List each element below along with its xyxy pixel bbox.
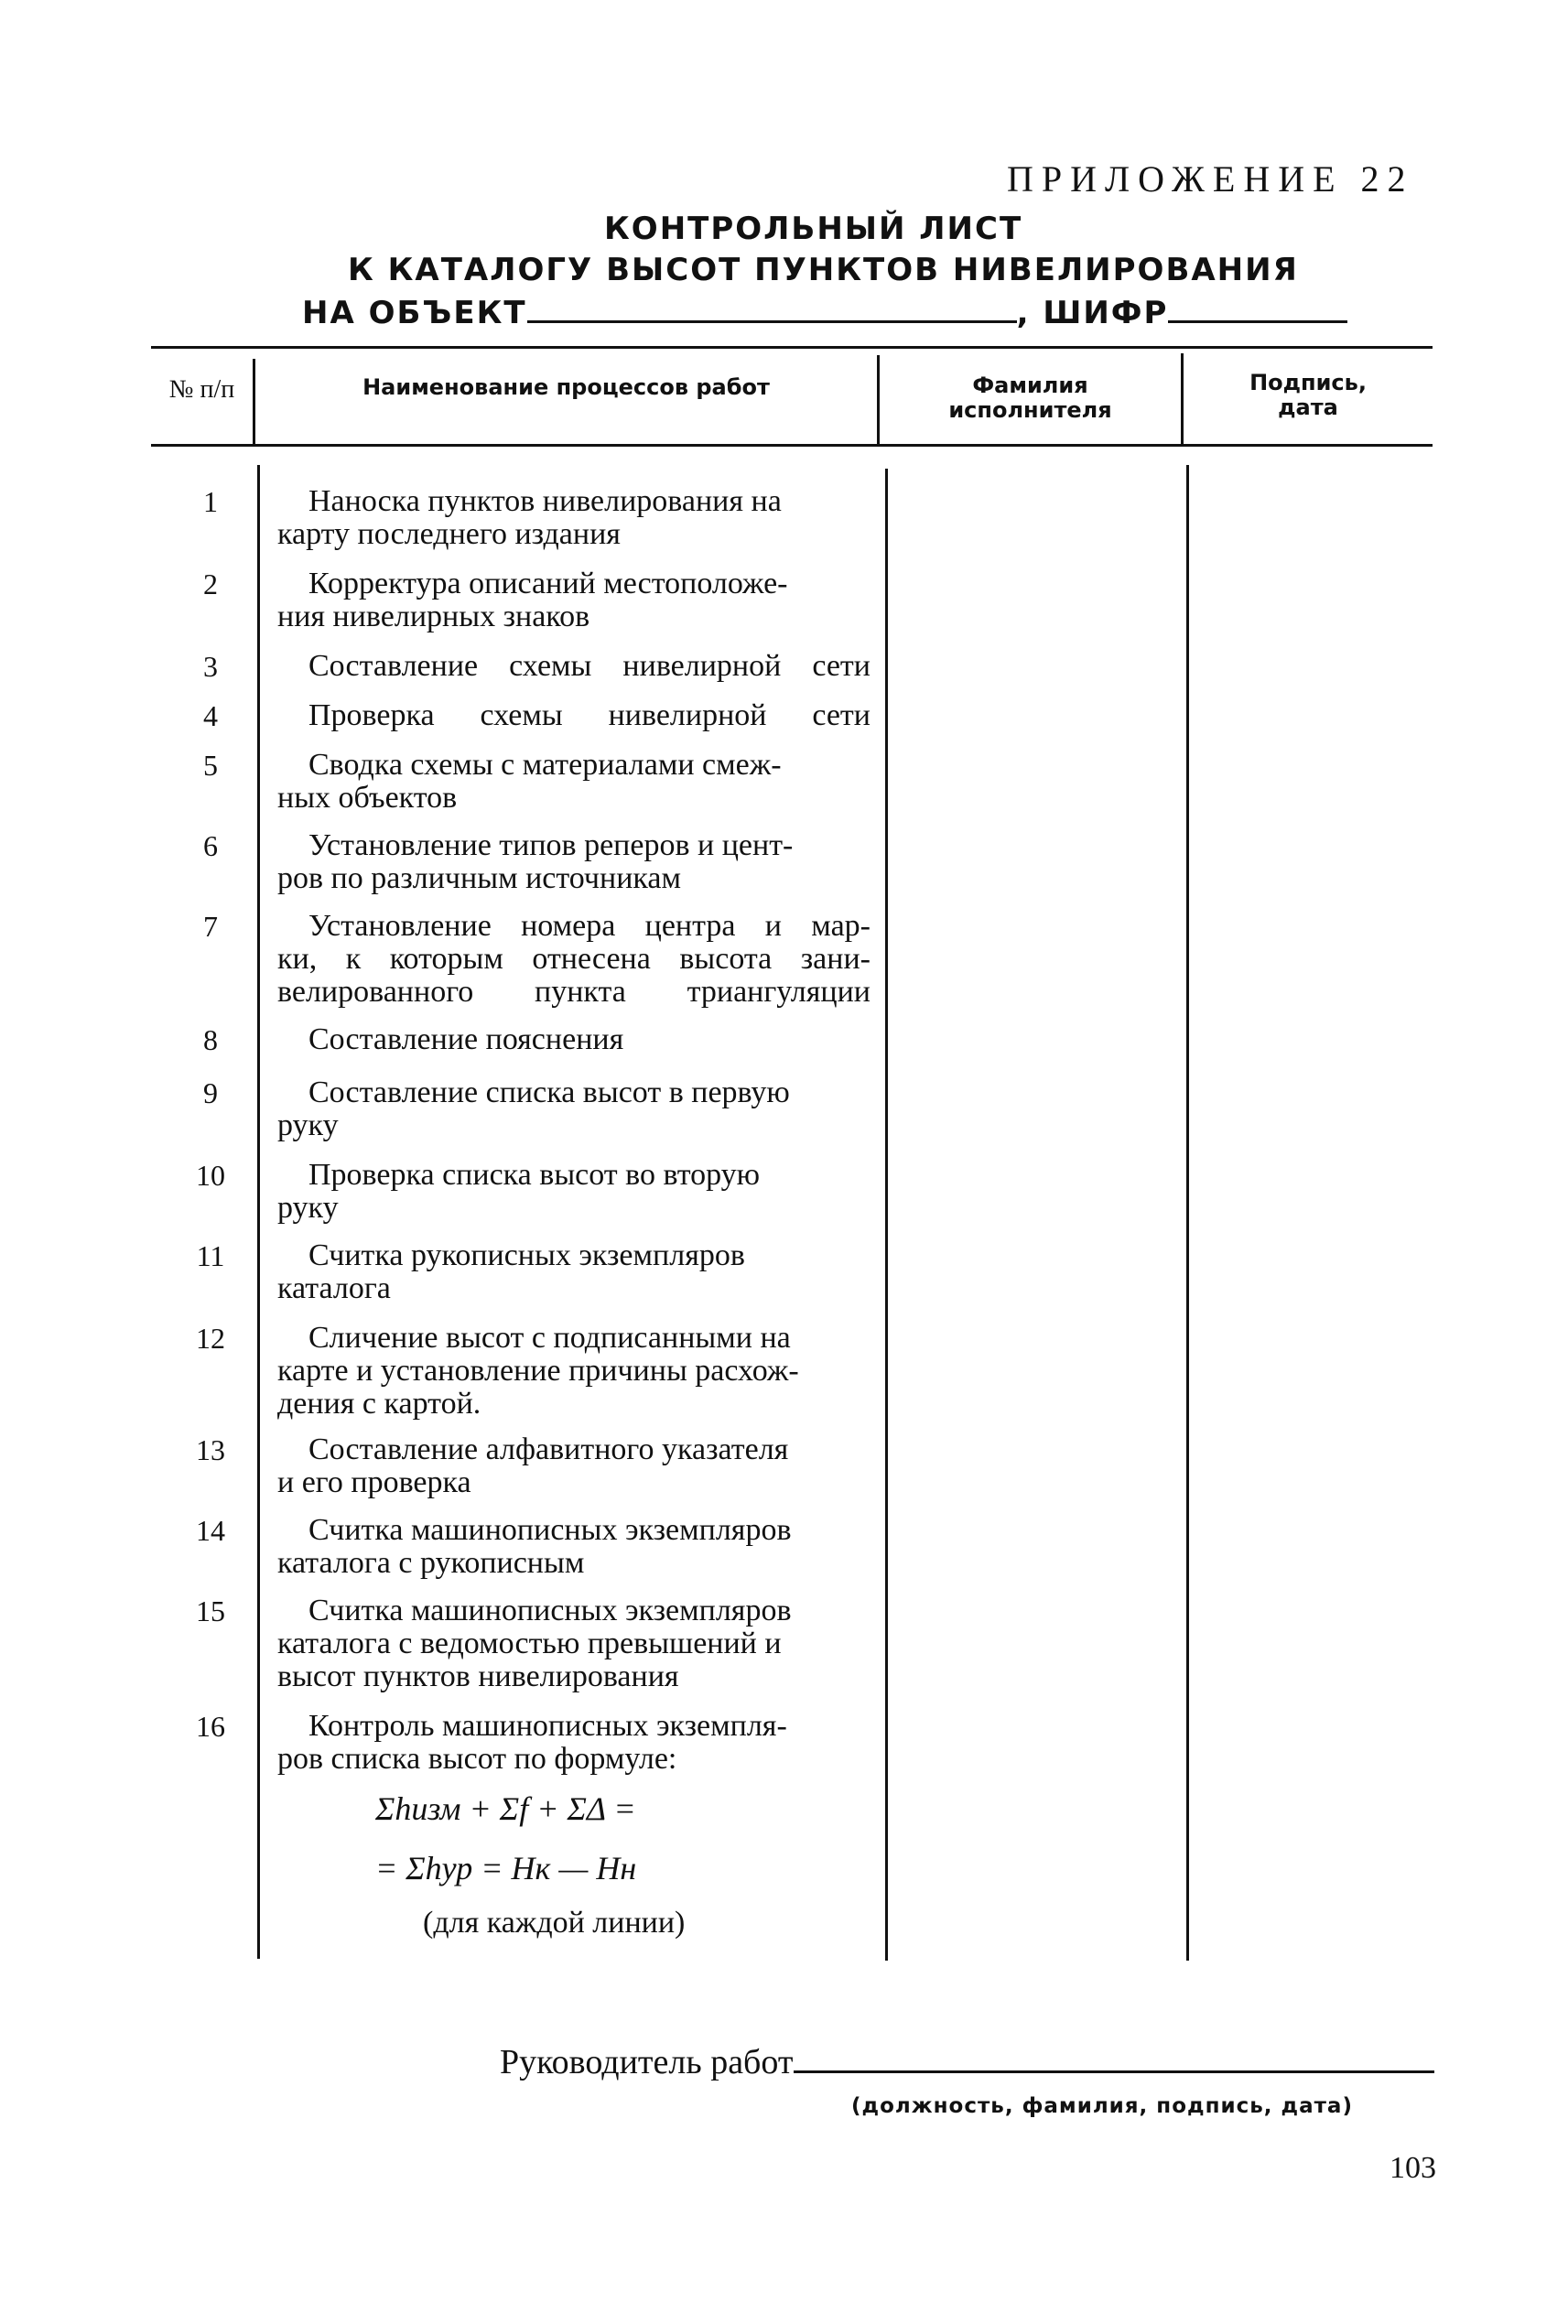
row-text-line: дения с картой. [277,1387,481,1421]
row-text-line: Считка машинописных экземпляров [308,1594,792,1627]
formula-line-2: = Σhур = Нк — Нн [375,1850,637,1886]
row-text-line: Проверка списка высот во вторую [308,1158,761,1192]
row-text [277,1239,871,1305]
row-number: 4 [203,699,218,732]
row-text [277,699,871,732]
row-text-line: ров по различным источникам [277,861,682,895]
row-number: 2 [203,567,218,600]
row-text-line: Составление алфавитного указателя [308,1432,789,1466]
manager-blank[interactable] [794,2039,1434,2073]
row-number: 1 [203,485,218,518]
row-text-line: высот пунктов нивелирования [277,1659,679,1693]
row-text [277,1023,871,1056]
row-text-line: карте и установление причины расхож- [277,1354,799,1388]
row-text-line: ных объектов [277,781,458,815]
title-line-2 [348,252,1299,288]
row-text [277,1159,871,1225]
row-number: 5 [203,749,218,782]
page-number: 103 [1390,2151,1436,2185]
row-text [277,1322,871,1421]
code-blank[interactable] [1168,293,1347,323]
row-text-line: велированного пункта триангуляции [277,975,871,1009]
row-text-line: Составление пояснения [308,1022,624,1056]
header-executor-line-2: исполнителя [948,397,1112,423]
row-text-line: Установление типов реперов и цент- [308,828,794,862]
row-text-line: Сводка схемы с материалами смеж- [308,748,782,782]
formula-line-1: Σhизм + Σf + ΣΔ = [375,1790,636,1827]
row-text-line: Проверка схемы нивелирной сети [308,698,871,732]
row-text [277,829,871,895]
row-number: 16 [196,1710,225,1743]
row-number: 15 [196,1594,225,1627]
row-text [277,1710,871,1776]
object-label: НА ОБЪЕКТ [302,295,527,331]
row-text [277,1076,871,1142]
body-divider-3 [1186,465,1189,1961]
body-divider-1 [257,465,260,1959]
row-text-line: руку [277,1108,339,1142]
header-process: Наименование процессов работ [362,374,770,400]
row-text-line: ки, к которым отнесена высота зани- [277,942,871,976]
header-num: № п/п [168,375,235,404]
header-signature-line-2: дата [1278,395,1338,420]
row-text-line: Составление схемы нивелирной сети [308,649,871,683]
row-text-line: каталога с рукописным [277,1546,585,1580]
row-text-line: Корректура описаний местоположе- [308,567,788,600]
row-text-line: каталога [277,1271,391,1305]
row-text-line: Считка машинописных экземпляров [308,1513,792,1547]
row-text-line: и его проверка [277,1465,471,1499]
code-label: , ШИФР [1016,295,1169,331]
row-text-line: Контроль машинописных экземпля- [308,1709,787,1743]
header-divider-1 [253,359,255,444]
row-number: 12 [196,1322,225,1355]
row-text-line: Составление списка высот в первую [308,1076,790,1109]
row-number: 9 [203,1076,218,1109]
row-number: 14 [196,1514,225,1547]
row-text-line: Наноска пунктов нивелирования на [308,484,782,518]
row-number: 13 [196,1433,225,1466]
manager-line [500,2039,1434,2082]
row-text [277,485,871,551]
title-text-1: КОНТРОЛЬНЫЙ ЛИСТ [604,211,1023,247]
title-line-1 [604,211,1022,247]
manager-label: Руководитель работ [500,2043,794,2081]
row-text-line: ров списка высот по формуле: [277,1742,677,1776]
row-text [277,910,871,1009]
row-number: 10 [196,1159,225,1192]
row-text-line: Сличение высот с подписанными на [308,1321,791,1355]
body-divider-2 [885,469,888,1961]
row-text-line: руку [277,1191,339,1225]
header-signature [1184,371,1433,420]
row-text-line: Считка рукописных экземпляров [308,1238,745,1272]
row-text-line: ния нивелирных знаков [277,600,590,633]
header-executor [880,373,1181,423]
title-text-2: К КАТАЛОГУ ВЫСОТ ПУНКТОВ НИВЕЛИРОВАНИЯ [348,252,1299,288]
row-text [277,650,871,683]
row-text [277,1594,871,1693]
row-text-line: Установление номера центра и мар- [308,909,871,943]
row-text [277,749,871,815]
row-number: 11 [196,1239,225,1272]
header-bottom-rule [151,444,1433,447]
header-executor-line-1: Фамилия [972,373,1088,398]
row-text-line: каталога с ведомостью превышений и [277,1627,782,1660]
formula-note: (для каждой линии) [423,1906,686,1940]
title-line-3 [302,293,1347,331]
row-number: 8 [203,1023,218,1056]
row-text [277,1433,871,1499]
row-text [277,1514,871,1580]
manager-caption: (должность, фамилия, подпись, дата) [851,2094,1353,2118]
object-blank[interactable] [527,293,1017,323]
row-number: 7 [203,910,218,943]
row-number: 6 [203,829,218,862]
row-text-line: карту последнего издания [277,517,621,551]
row-text [277,567,871,633]
row-number: 3 [203,650,218,683]
header-signature-line-1: Подпись, [1249,370,1367,395]
header-top-rule [151,346,1433,349]
appendix-label: ПРИЛОЖЕНИЕ 22 [1007,158,1414,200]
